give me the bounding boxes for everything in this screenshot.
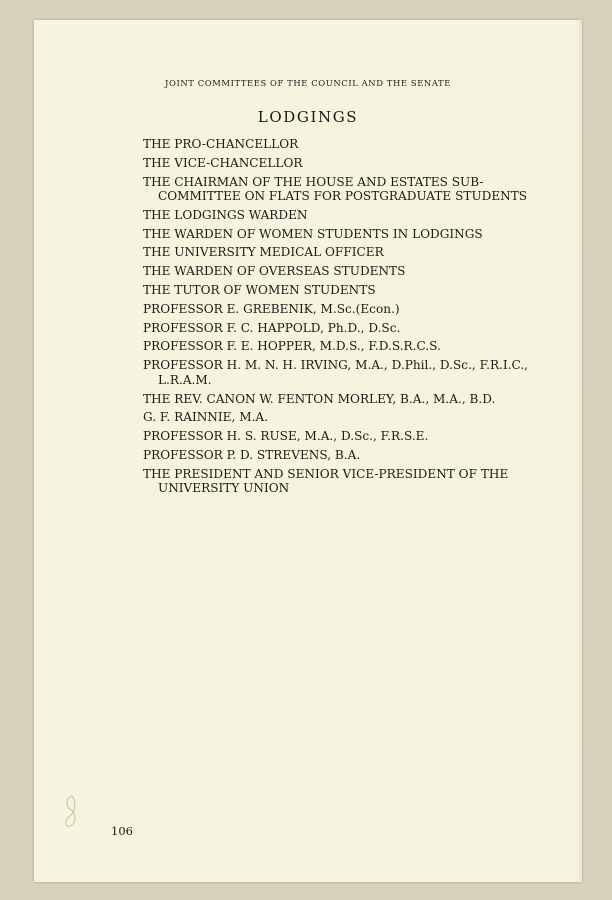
list-item: PROFESSOR H. M. N. H. IRVING, M.A., D.Phil., D.Sc., F.R.I.C., L.R.A.M. xyxy=(143,358,529,387)
list-item: PROFESSOR E. GREBENIK, M.Sc.(Econ.) xyxy=(143,301,400,316)
members-list xyxy=(143,137,553,500)
page-number: 106 xyxy=(111,824,133,838)
pencil-mark-icon xyxy=(62,792,80,832)
list-item: THE TUTOR OF WOMEN STUDENTS xyxy=(143,283,376,298)
list-item: THE UNIVERSITY MEDICAL OFFICER xyxy=(143,245,384,260)
list-item: THE LODGINGS WARDEN xyxy=(143,207,308,222)
list-item: THE WARDEN OF WOMEN STUDENTS IN LODGINGS xyxy=(143,226,483,241)
list-item: PROFESSOR P. D. STREVENS, B.A. xyxy=(143,447,361,462)
document-page xyxy=(34,20,582,882)
running-header: JOINT COMMITTEES OF THE COUNCIL AND THE SENATE xyxy=(165,78,451,88)
list-item: G. F. RAINNIE, M.A. xyxy=(143,410,268,425)
list-item: THE VICE-CHANCELLOR xyxy=(143,155,303,170)
list-item: PROFESSOR H. S. RUSE, M.A., D.Sc., F.R.S.E. xyxy=(143,429,429,444)
list-item: THE WARDEN OF OVERSEAS STUDENTS xyxy=(143,264,406,279)
list-item: PROFESSOR F. C. HAPPOLD, Ph.D., D.Sc. xyxy=(143,320,401,335)
page-edge xyxy=(576,20,582,882)
list-item: THE PRESIDENT AND SENIOR VICE-PRESIDENT OF THE UNIVERSITY UNION xyxy=(143,466,509,496)
list-item: THE CHAIRMAN OF THE HOUSE AND ESTATES SUB-COMMITTEE ON FLATS FOR POSTGRADUATE STUDENTS xyxy=(143,174,528,204)
page-title: LODGINGS xyxy=(257,108,359,126)
list-item: THE PRO-CHANCELLOR xyxy=(143,137,299,151)
list-item: THE REV. CANON W. FENTON MORLEY, B.A., M.A., B.D. xyxy=(143,391,496,406)
list-item: PROFESSOR F. E. HOPPER, M.D.S., F.D.S.R.C.S. xyxy=(143,339,441,354)
